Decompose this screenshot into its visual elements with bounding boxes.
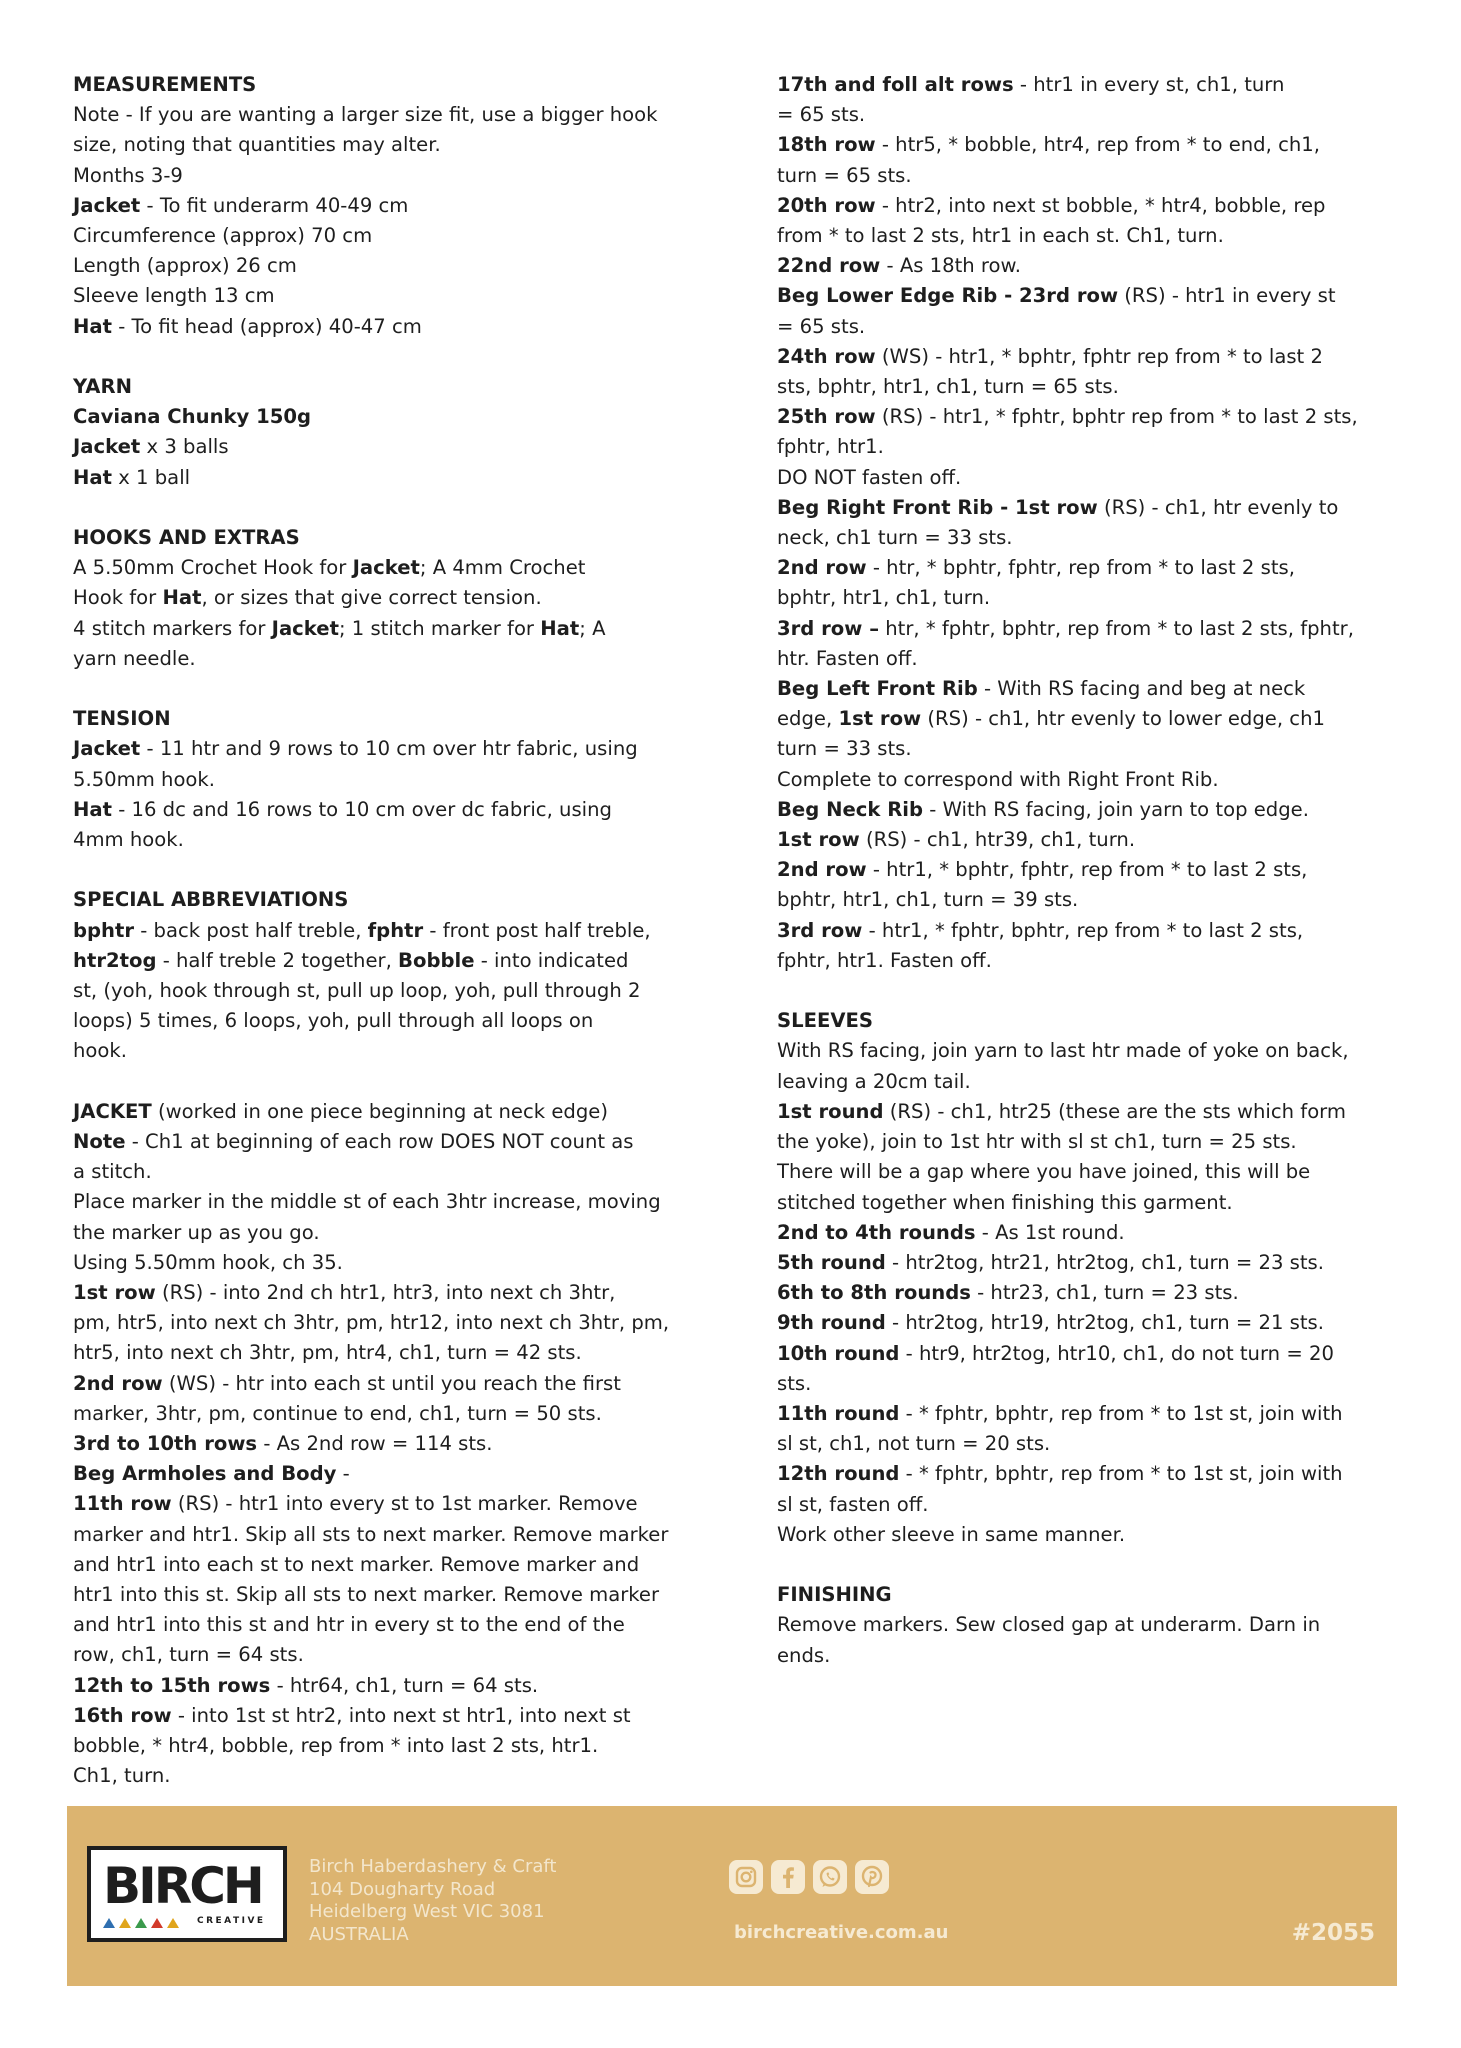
text-line — [73, 281, 693, 311]
text-line — [777, 674, 1389, 704]
text-line — [777, 734, 1389, 764]
text-line — [777, 1339, 1389, 1369]
text-line — [777, 130, 1389, 160]
text-run: Complete to correspond with Right Front Rib. — [777, 767, 1219, 791]
text-line — [73, 916, 693, 946]
left-column — [73, 70, 693, 1792]
text-line — [777, 1067, 1389, 1097]
text-line — [777, 1036, 1389, 1066]
bold-term: SPECIAL ABBREVIATIONS — [73, 888, 349, 912]
text-line — [777, 1218, 1389, 1248]
text-line — [777, 1610, 1389, 1640]
text-run: - htr2, into next st bobble, * htr4, bobble, rep — [875, 193, 1326, 217]
text-run: ; 1 stitch marker for — [338, 616, 541, 640]
text-run: yarn needle. — [73, 646, 196, 670]
text-line — [73, 1459, 693, 1489]
text-line — [777, 100, 1389, 130]
text-line — [73, 1036, 693, 1066]
text-line — [73, 614, 693, 644]
company-address — [309, 1856, 556, 1946]
text-line — [777, 644, 1389, 674]
line-gap — [777, 1550, 1389, 1580]
text-line — [73, 734, 693, 764]
text-run: - htr2tog, htr19, htr2tog, ch1, turn = 21 sts. — [885, 1311, 1324, 1335]
text-line — [73, 1006, 693, 1036]
footer-band — [67, 1806, 1397, 1986]
text-line — [777, 704, 1389, 734]
text-run: (WS) - htr into each st until you reach the first — [162, 1371, 621, 1395]
text-line — [73, 1761, 693, 1791]
line-gap — [73, 674, 693, 704]
bold-term: YARN — [73, 375, 132, 399]
text-run: - htr9, htr2tog, htr10, ch1, do not turn = 20 — [899, 1341, 1334, 1365]
text-run: - As 18th row. — [880, 254, 1021, 278]
text-line — [73, 583, 693, 613]
text-run: - htr23, ch1, turn = 23 sts. — [970, 1281, 1239, 1305]
text-run: Ch1, turn. — [73, 1764, 171, 1788]
text-run: pm, htr5, into next ch 3htr, pm, htr12, into next ch 3htr, pm, — [73, 1311, 670, 1335]
bold-term: 17th and foll alt rows — [777, 73, 1014, 96]
text-line — [777, 432, 1389, 462]
text-line — [73, 795, 693, 825]
bold-term: 25th row — [777, 405, 876, 429]
text-line — [777, 1278, 1389, 1308]
bold-term: 11th row — [73, 1492, 172, 1516]
bold-term: Bobble — [398, 948, 475, 972]
text-line — [777, 1399, 1389, 1429]
bold-term: 12th to 15th rows — [73, 1673, 271, 1697]
text-line — [777, 1157, 1389, 1187]
section-heading — [777, 1006, 1389, 1036]
instagram-icon[interactable] — [729, 1860, 763, 1894]
text-run: - * fphtr, bphtr, rep from * to 1st st, join with — [899, 1401, 1343, 1425]
text-line — [73, 1580, 693, 1610]
bold-term: TENSION — [73, 707, 171, 731]
text-run: - htr64, ch1, turn = 64 sts. — [270, 1673, 539, 1697]
text-run: - As 2nd row = 114 sts. — [257, 1432, 493, 1456]
text-run: 4mm hook. — [73, 828, 184, 852]
text-run: htr1 into this st. Skip all sts to next marker. Remove marker — [73, 1583, 660, 1607]
text-line — [73, 1157, 693, 1187]
address-line: 104 Dougharty Road — [309, 1878, 496, 1900]
text-run: = 65 sts. — [777, 103, 866, 127]
address-line: Birch Haberdashery & Craft — [309, 1856, 557, 1877]
text-line — [777, 1308, 1389, 1338]
text-line — [777, 553, 1389, 583]
bold-term: 22nd row — [777, 254, 881, 278]
text-run: - * fphtr, bphtr, rep from * to 1st st, join with — [899, 1462, 1343, 1486]
text-line — [73, 1278, 693, 1308]
text-line — [777, 463, 1389, 493]
text-line — [777, 1188, 1389, 1218]
text-line — [73, 825, 693, 855]
text-run: - half treble 2 together, — [156, 948, 399, 972]
text-line — [777, 402, 1389, 432]
text-run: sts. — [777, 1371, 812, 1395]
text-line — [777, 825, 1389, 855]
bold-term: bphtr — [73, 918, 135, 942]
facebook-icon[interactable] — [771, 1860, 805, 1894]
text-run: There will be a gap where you have joined, this will be — [777, 1160, 1311, 1184]
line-gap — [73, 855, 693, 885]
text-run: Note - If you are wanting a larger size fit, use a bigger hook — [73, 103, 658, 127]
text-run: fphtr, htr1. — [777, 435, 884, 459]
text-line — [73, 1489, 693, 1519]
whatsapp-icon[interactable] — [813, 1860, 847, 1894]
text-run: htr. Fasten off. — [777, 646, 918, 670]
text-run: - front post half treble, — [423, 918, 651, 942]
bold-term: HOOKS AND EXTRAS — [73, 526, 300, 550]
text-run: ; A — [579, 616, 606, 640]
section-heading — [73, 885, 693, 915]
text-run: (RS) - ch1, htr evenly to — [1097, 495, 1339, 519]
logo-triangle — [135, 1918, 147, 1928]
pattern-number: #2055 — [1291, 1920, 1375, 1946]
text-run: (RS) - htr1 in every st — [1118, 284, 1336, 308]
text-run: - — [336, 1462, 350, 1486]
bold-term: Hat — [73, 465, 112, 489]
text-line — [73, 312, 693, 342]
text-line — [73, 1338, 693, 1368]
text-run: 5.50mm hook. — [73, 767, 215, 791]
text-line — [777, 765, 1389, 795]
text-run: Length (approx) 26 cm — [73, 254, 297, 278]
text-run: loops) 5 times, 6 loops, yoh, pull through all loops on — [73, 1009, 594, 1033]
text-line — [73, 1429, 693, 1459]
bold-term: 2nd row — [777, 556, 867, 580]
line-gap — [73, 1067, 693, 1097]
text-run: row, ch1, turn = 64 sts. — [73, 1643, 304, 1667]
text-run: hook. — [73, 1039, 127, 1063]
text-line — [73, 1218, 693, 1248]
text-run: Using 5.50mm hook, ch 35. — [73, 1250, 343, 1274]
text-line — [73, 1550, 693, 1580]
logo-subtitle: CREATIVE — [197, 1916, 266, 1926]
text-run: - 16 dc and 16 rows to 10 cm over dc fabric, using — [112, 797, 612, 821]
bold-term: Jacket — [73, 193, 141, 217]
text-line — [73, 1248, 693, 1278]
text-run: stitched together when finishing this garment. — [777, 1190, 1233, 1214]
text-run: - As 1st round. — [975, 1220, 1125, 1244]
text-run: the yoke), join to 1st htr with sl st ch1, turn = 25 sts. — [777, 1130, 1297, 1154]
bold-term: Caviana Chunky 150g — [73, 405, 312, 429]
text-run: sts, bphtr, htr1, ch1, turn = 65 sts. — [777, 375, 1119, 399]
bold-term: SLEEVES — [777, 1009, 874, 1033]
text-line — [73, 100, 693, 130]
text-line — [73, 1640, 693, 1670]
text-line — [777, 342, 1389, 372]
bold-term: 10th round — [777, 1341, 900, 1365]
text-line — [777, 885, 1389, 915]
line-gap — [73, 342, 693, 372]
bold-term: fphtr — [367, 918, 424, 942]
bold-term: Jacket — [271, 616, 339, 640]
bold-term: 16th row — [73, 1703, 172, 1727]
text-run: (worked in one piece beginning at neck edge) — [151, 1099, 608, 1123]
bold-term: 3rd row — [777, 918, 863, 942]
text-line — [777, 916, 1389, 946]
bold-term: 2nd row — [73, 1371, 163, 1395]
text-line — [73, 402, 693, 432]
text-run: ends. — [777, 1643, 831, 1667]
text-run: , or sizes that give correct tension. — [201, 586, 542, 610]
right-column — [777, 70, 1389, 1671]
text-run: - With RS facing and beg at neck — [977, 677, 1306, 701]
bold-term: 11th round — [777, 1401, 900, 1425]
bold-term: Jacket — [73, 435, 141, 459]
text-run: = 65 sts. — [777, 314, 866, 338]
text-run: turn = 65 sts. — [777, 163, 912, 187]
text-line — [777, 70, 1389, 100]
address-line: Heidelberg West VIC 3081 — [309, 1901, 545, 1922]
text-line — [777, 583, 1389, 613]
text-run: - into indicated — [474, 948, 629, 972]
bold-term: 12th round — [777, 1462, 900, 1486]
text-line — [777, 251, 1389, 281]
text-line — [73, 1731, 693, 1761]
text-run: st, (yoh, hook through st, pull up loop, yoh, pull through 2 — [73, 979, 641, 1003]
text-run: (RS) - htr1, * fphtr, bphtr rep from * to last 2 sts, — [875, 405, 1358, 429]
text-line — [777, 281, 1389, 311]
text-line — [777, 372, 1389, 402]
text-run: size, noting that quantities may alter. — [73, 133, 441, 157]
text-line — [777, 1641, 1389, 1671]
text-run: from * to last 2 sts, htr1 in each st. Ch1, turn. — [777, 224, 1224, 248]
bold-term: Beg Armholes and Body — [73, 1462, 337, 1486]
bold-term: 3rd row – — [777, 616, 879, 640]
text-line — [73, 251, 693, 281]
text-run: - htr1 in every st, ch1, turn — [1013, 73, 1285, 96]
text-line — [73, 221, 693, 251]
text-run: and htr1 into this st and htr in every st to the end of the — [73, 1613, 625, 1637]
text-run: Remove markers. Sew closed gap at underarm. Darn in — [777, 1613, 1321, 1637]
text-run: Sleeve length 13 cm — [73, 284, 275, 308]
text-run: sl st, ch1, not turn = 20 sts. — [777, 1432, 1051, 1456]
logo-triangle — [167, 1918, 179, 1928]
line-gap — [777, 976, 1389, 1006]
text-run: Hook for — [73, 586, 163, 610]
text-line — [73, 1127, 693, 1157]
text-run: fphtr, htr1. Fasten off. — [777, 948, 992, 972]
text-run: sl st, fasten off. — [777, 1492, 929, 1516]
text-run: x 1 ball — [112, 465, 191, 489]
logo-triangle — [151, 1918, 163, 1928]
bold-term: Jacket — [73, 737, 141, 761]
text-line — [777, 855, 1389, 885]
text-line — [73, 1610, 693, 1640]
text-run: DO NOT fasten off. — [777, 465, 962, 489]
text-run: Months 3-9 — [73, 163, 183, 187]
text-run: (RS) - htr1 into every st to 1st marker. Remove — [171, 1492, 638, 1516]
logo-triangle — [119, 1918, 131, 1928]
text-run: edge, — [777, 707, 839, 731]
text-run: - htr5, * bobble, htr4, rep from * to end, ch1, — [875, 133, 1320, 157]
text-run: With RS facing, join yarn to last htr made of yoke on back, — [777, 1039, 1349, 1063]
text-line — [73, 463, 693, 493]
text-line — [73, 1369, 693, 1399]
bold-term: Beg Lower Edge Rib - 23rd row — [777, 284, 1119, 308]
text-line — [73, 1520, 693, 1550]
text-line — [73, 191, 693, 221]
text-run: (RS) - ch1, htr25 (these are the sts which form — [883, 1099, 1346, 1123]
logo-wordmark: BIRCH — [103, 1857, 262, 1915]
bold-term: FINISHING — [777, 1583, 892, 1607]
text-run: - To fit head (approx) 40-47 cm — [112, 314, 422, 338]
text-run: Work other sleeve in same manner. — [777, 1522, 1126, 1546]
text-run: htr5, into next ch 3htr, pm, htr4, ch1, turn = 42 sts. — [73, 1341, 582, 1365]
text-line — [73, 765, 693, 795]
bold-term: JACKET — [73, 1099, 152, 1123]
text-run: - back post half treble, — [134, 918, 368, 942]
text-run: - To fit underarm 40-49 cm — [140, 193, 409, 217]
bold-term: 9th round — [777, 1311, 886, 1335]
section-heading — [777, 1580, 1389, 1610]
text-line — [777, 191, 1389, 221]
text-line — [73, 1097, 693, 1127]
text-run: - htr, * bphtr, fphtr, rep from * to last 2 sts, — [866, 556, 1295, 580]
text-line — [73, 1671, 693, 1701]
text-run: bphtr, htr1, ch1, turn. — [777, 586, 991, 610]
text-line — [777, 493, 1389, 523]
text-run: (RS) - ch1, htr evenly to lower edge, ch1 — [921, 707, 1325, 731]
bold-term: Hat — [162, 586, 202, 610]
section-heading — [73, 70, 693, 100]
bold-term: 18th row — [777, 133, 876, 157]
text-run: x 3 balls — [140, 435, 229, 459]
bold-term: 2nd to 4th rounds — [777, 1220, 976, 1244]
text-line — [777, 1490, 1389, 1520]
logo-triangle — [103, 1918, 115, 1928]
bold-term: htr2tog — [73, 948, 157, 972]
bold-term: Hat — [540, 616, 580, 640]
text-line — [777, 1459, 1389, 1489]
bold-term: MEASUREMENTS — [73, 73, 257, 96]
pinterest-icon[interactable] — [855, 1860, 889, 1894]
text-run: (RS) - ch1, htr39, ch1, turn. — [859, 828, 1136, 852]
text-run: turn = 33 sts. — [777, 737, 912, 761]
line-gap — [73, 493, 693, 523]
text-line — [777, 795, 1389, 825]
text-run: leaving a 20cm tail. — [777, 1069, 971, 1093]
text-line — [73, 1308, 693, 1338]
bold-term: 1st row — [73, 1281, 156, 1305]
text-line — [73, 1701, 693, 1731]
text-run: - 11 htr and 9 rows to 10 cm over htr fabric, using — [140, 737, 638, 761]
text-run: and htr1 into each st to next marker. Remove marker and — [73, 1552, 640, 1576]
text-line — [777, 1097, 1389, 1127]
text-line — [73, 976, 693, 1006]
text-run: Place marker in the middle st of each 3htr increase, moving — [73, 1190, 661, 1214]
bold-term: 3rd to 10th rows — [73, 1432, 258, 1456]
bold-term: 2nd row — [777, 858, 867, 882]
bold-term: Beg Left Front Rib — [777, 677, 978, 701]
text-run: bphtr, htr1, ch1, turn = 39 sts. — [777, 888, 1079, 912]
text-run: Circumference (approx) 70 cm — [73, 224, 373, 248]
text-run: marker, 3htr, pm, continue to end, ch1, turn = 50 sts. — [73, 1401, 602, 1425]
text-line — [777, 312, 1389, 342]
text-line — [777, 614, 1389, 644]
text-line — [777, 1520, 1389, 1550]
text-run: 4 stitch markers for — [73, 616, 272, 640]
text-run: ; A 4mm Crochet — [419, 556, 586, 580]
text-line — [73, 1399, 693, 1429]
text-run: (RS) - into 2nd ch htr1, htr3, into next ch 3htr, — [155, 1281, 616, 1305]
section-heading — [73, 372, 693, 402]
text-run: - htr1, * fphtr, bphtr, rep from * to last 2 sts, — [862, 918, 1304, 942]
text-run: - htr1, * bphtr, fphtr, rep from * to last 2 sts, — [866, 858, 1308, 882]
text-line — [777, 161, 1389, 191]
text-line — [73, 553, 693, 583]
social-links — [729, 1860, 889, 1894]
text-line — [73, 644, 693, 674]
text-run: neck, ch1 turn = 33 sts. — [777, 526, 1013, 550]
bold-term: 5th round — [777, 1250, 886, 1274]
text-run: - into 1st st htr2, into next st htr1, into next st — [171, 1703, 631, 1727]
bold-term: 1st row — [838, 707, 922, 731]
text-run: marker and htr1. Skip all sts to next marker. Remove marker — [73, 1522, 669, 1546]
bold-term: Beg Right Front Rib - 1st row — [777, 495, 1098, 519]
bold-term: 1st row — [777, 828, 860, 852]
section-heading — [73, 523, 693, 553]
text-line — [73, 161, 693, 191]
bold-term: Beg Neck Rib — [777, 797, 924, 821]
bold-term: 1st round — [777, 1099, 884, 1123]
text-run: - htr2tog, htr21, htr2tog, ch1, turn = 23 sts. — [885, 1250, 1324, 1274]
text-line — [777, 1369, 1389, 1399]
section-heading — [73, 704, 693, 734]
bold-term: Hat — [73, 314, 112, 338]
text-run: bobble, * htr4, bobble, rep from * into last 2 sts, htr1. — [73, 1734, 599, 1758]
bold-term: Note — [73, 1130, 126, 1154]
birch-logo[interactable] — [87, 1846, 287, 1942]
bold-term: Jacket — [352, 556, 420, 580]
text-line — [777, 523, 1389, 553]
text-run: (WS) - htr1, * bphtr, fphtr rep from * to last 2 — [875, 344, 1323, 368]
text-line — [73, 130, 693, 160]
text-line — [73, 1187, 693, 1217]
bold-term: 6th to 8th rounds — [777, 1281, 971, 1305]
text-line — [777, 1429, 1389, 1459]
text-line — [73, 432, 693, 462]
text-run: - With RS facing, join yarn to top edge. — [923, 797, 1309, 821]
text-run: the marker up as you go. — [73, 1220, 320, 1244]
address-line: AUSTRALIA — [309, 1923, 409, 1945]
bold-term: Hat — [73, 797, 112, 821]
text-line — [777, 221, 1389, 251]
text-line — [73, 946, 693, 976]
bold-term: 20th row — [777, 193, 876, 217]
text-run: a stitch. — [73, 1160, 152, 1184]
text-run: htr, * fphtr, bphtr, rep from * to last 2 sts, fphtr, — [879, 616, 1354, 640]
bold-term: 24th row — [777, 344, 876, 368]
text-line — [777, 946, 1389, 976]
website-link[interactable]: birchcreative.com.au — [734, 1922, 949, 1943]
text-line — [777, 1127, 1389, 1157]
text-line — [777, 1248, 1389, 1278]
text-run: A 5.50mm Crochet Hook for — [73, 556, 353, 580]
text-run: - Ch1 at beginning of each row DOES NOT count as — [125, 1130, 634, 1154]
